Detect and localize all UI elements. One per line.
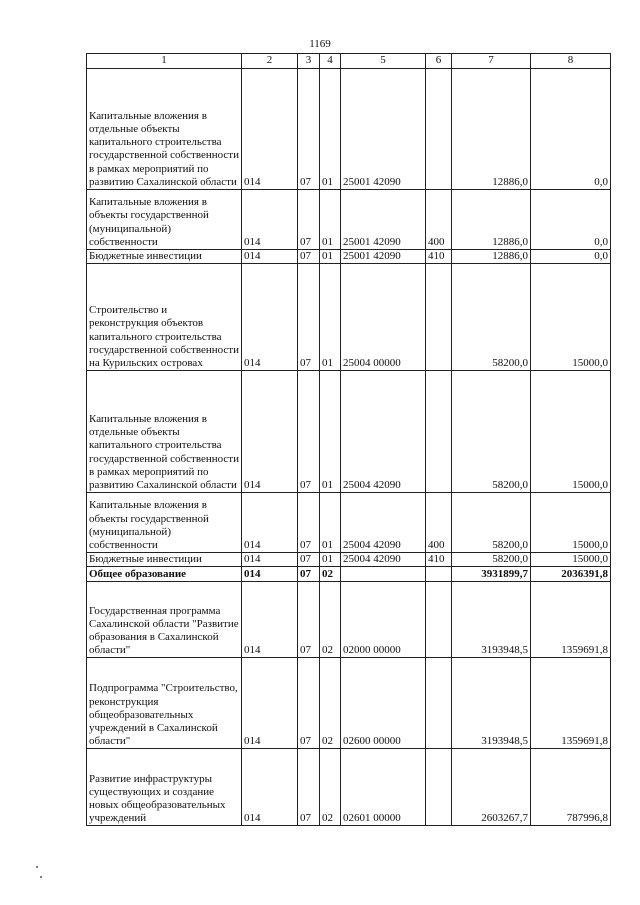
row-expense-type: 400: [426, 190, 452, 250]
row-amount-1: 2603267,7: [452, 749, 531, 826]
row-expense-type: 410: [426, 553, 452, 567]
row-section: 07: [298, 69, 320, 190]
row-ministry-code: 014: [242, 493, 298, 553]
row-amount-1: 3193948,5: [452, 582, 531, 658]
table-row: [87, 749, 611, 826]
row-amount-2: 1359691,8: [531, 582, 611, 658]
table-row: [87, 264, 611, 371]
row-ministry-code: 014: [242, 553, 298, 567]
row-ministry-code: 014: [242, 190, 298, 250]
header-cell: 8: [531, 54, 611, 69]
row-name: Общее образование: [87, 567, 242, 582]
row-expense-type: 410: [426, 250, 452, 264]
row-subsection: 01: [320, 69, 341, 190]
row-name: Бюджетные инвестиции: [87, 553, 242, 567]
row-section: 07: [298, 749, 320, 826]
row-name: Капитальные вложения в объекты государственной (муниципальной) собственности: [87, 493, 242, 553]
row-subsection: 01: [320, 250, 341, 264]
row-amount-2: 1359691,8: [531, 658, 611, 749]
row-target-article: 25004 42090: [341, 493, 426, 553]
table-row: [87, 582, 611, 658]
row-section: 07: [298, 371, 320, 493]
row-subsection: 01: [320, 493, 341, 553]
row-expense-type: [426, 567, 452, 582]
row-expense-type: [426, 749, 452, 826]
row-subsection: 01: [320, 190, 341, 250]
row-subsection: 02: [320, 582, 341, 658]
row-amount-2: 15000,0: [531, 371, 611, 493]
header-cell: 6: [426, 54, 452, 69]
scan-speck: [40, 876, 42, 878]
row-amount-1: 12886,0: [452, 190, 531, 250]
row-amount-1: 58200,0: [452, 553, 531, 567]
row-name: Строительство и реконструкция объектов капитального строительства государственной собственности на Курильских островах: [87, 264, 242, 371]
table-row: [87, 493, 611, 553]
row-section: 07: [298, 190, 320, 250]
table-row: [87, 250, 611, 264]
row-target-article: 25001 42090: [341, 69, 426, 190]
row-name: Развитие инфраструктуры существующих и создание новых общеобразовательных учреждений: [87, 749, 242, 826]
row-amount-2: 0,0: [531, 69, 611, 190]
scan-speck: [36, 866, 38, 868]
row-target-article: [341, 567, 426, 582]
row-subsection: 02: [320, 567, 341, 582]
row-subsection: 01: [320, 264, 341, 371]
row-subsection: 02: [320, 658, 341, 749]
row-amount-2: 0,0: [531, 250, 611, 264]
row-amount-2: 15000,0: [531, 264, 611, 371]
row-section: 07: [298, 582, 320, 658]
row-name: Государственная программа Сахалинской области "Развитие образования в Сахалинской области": [87, 582, 242, 658]
row-ministry-code: 014: [242, 658, 298, 749]
row-ministry-code: 014: [242, 264, 298, 371]
row-subsection: 01: [320, 371, 341, 493]
row-expense-type: [426, 582, 452, 658]
table-row: [87, 190, 611, 250]
row-section: 07: [298, 493, 320, 553]
header-cell: 7: [452, 54, 531, 69]
row-name: Капитальные вложения в объекты государственной (муниципальной) собственности: [87, 190, 242, 250]
row-target-article: 25001 42090: [341, 250, 426, 264]
row-section: 07: [298, 250, 320, 264]
header-cell: 2: [242, 54, 298, 69]
row-amount-2: 2036391,8: [531, 567, 611, 582]
header-cell: 1: [87, 54, 242, 69]
row-ministry-code: 014: [242, 371, 298, 493]
row-name: Капитальные вложения в отдельные объекты капитального строительства государственной собственности в рамках мероприятий по развитию Сахалинской области: [87, 371, 242, 493]
header-row: [87, 54, 611, 69]
table-row: [87, 658, 611, 749]
row-section: 07: [298, 658, 320, 749]
table-body: [87, 69, 611, 826]
row-ministry-code: 014: [242, 749, 298, 826]
header-cell: 5: [341, 54, 426, 69]
row-ministry-code: 014: [242, 250, 298, 264]
page-number: 1169: [309, 38, 331, 50]
table-row: [87, 371, 611, 493]
row-target-article: 02601 00000: [341, 749, 426, 826]
row-amount-1: 58200,0: [452, 493, 531, 553]
row-expense-type: [426, 69, 452, 190]
row-expense-type: [426, 264, 452, 371]
row-expense-type: 400: [426, 493, 452, 553]
table-row: [87, 69, 611, 190]
row-section: 07: [298, 567, 320, 582]
row-target-article: 02000 00000: [341, 582, 426, 658]
row-amount-2: 787996,8: [531, 749, 611, 826]
budget-table: [86, 53, 611, 826]
row-target-article: 25004 42090: [341, 553, 426, 567]
row-ministry-code: 014: [242, 582, 298, 658]
row-name: Подпрограмма "Строительство, реконструкция общеобразовательных учреждений в Сахалинской области": [87, 658, 242, 749]
row-amount-1: 3931899,7: [452, 567, 531, 582]
row-ministry-code: 014: [242, 567, 298, 582]
row-amount-1: 3193948,5: [452, 658, 531, 749]
table-row: [87, 553, 611, 567]
table-row: [87, 567, 611, 582]
row-amount-2: 0,0: [531, 190, 611, 250]
row-name: Бюджетные инвестиции: [87, 250, 242, 264]
row-amount-2: 15000,0: [531, 553, 611, 567]
row-expense-type: [426, 658, 452, 749]
row-name: Капитальные вложения в отдельные объекты капитального строительства государственной собственности в рамках мероприятий по развитию Сахалинской области: [87, 69, 242, 190]
row-subsection: 02: [320, 749, 341, 826]
row-target-article: 25004 00000: [341, 264, 426, 371]
row-section: 07: [298, 553, 320, 567]
row-amount-1: 58200,0: [452, 371, 531, 493]
row-target-article: 25004 42090: [341, 371, 426, 493]
row-ministry-code: 014: [242, 69, 298, 190]
header-cell: 3: [298, 54, 320, 69]
row-target-article: 25001 42090: [341, 190, 426, 250]
row-amount-1: 12886,0: [452, 69, 531, 190]
row-section: 07: [298, 264, 320, 371]
row-amount-2: 15000,0: [531, 493, 611, 553]
row-target-article: 02600 00000: [341, 658, 426, 749]
row-amount-1: 12886,0: [452, 250, 531, 264]
row-subsection: 01: [320, 553, 341, 567]
header-cell: 4: [320, 54, 341, 69]
row-expense-type: [426, 371, 452, 493]
row-amount-1: 58200,0: [452, 264, 531, 371]
